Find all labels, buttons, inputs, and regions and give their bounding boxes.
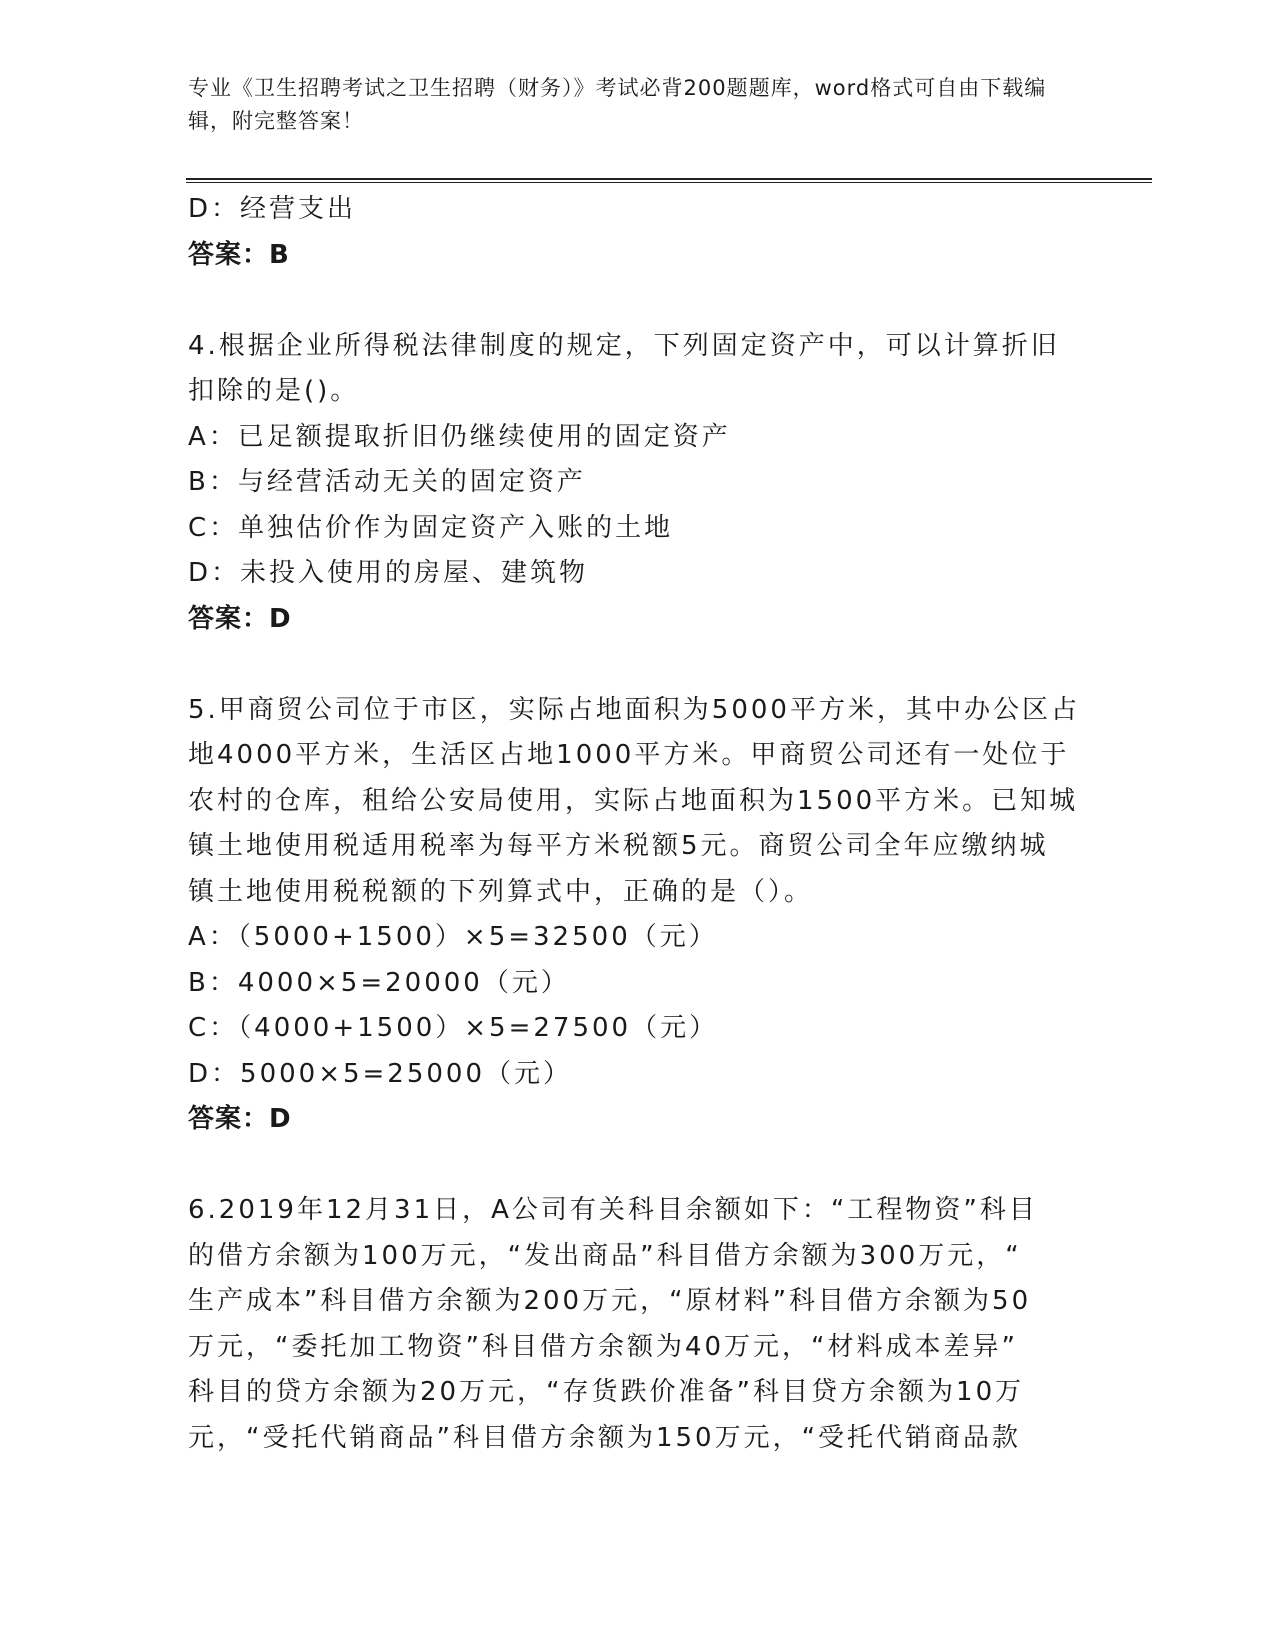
question-4-option-d: D：未投入使用的房屋、建筑物 xyxy=(188,558,589,588)
prev-question-answer: 答案：B xyxy=(188,239,290,270)
question-6-stem-line-5: 科目的贷方余额为20万元，“存货跌价准备”科目贷方余额为10万 xyxy=(188,1377,1025,1407)
question-5-option-d: D：5000×5=25000（元） xyxy=(188,1058,573,1089)
question-5-stem-line-1: 5.甲商贸公司位于市区，实际占地面积为5000平方米，其中办公区占 xyxy=(188,694,1080,725)
question-5 xyxy=(188,688,1078,1143)
question-5-stem-line-3: 农村的仓库，租给公安局使用，实际占地面积为1500平方米。已知城 xyxy=(188,785,1079,816)
header-divider-thick xyxy=(186,178,1152,180)
spacer xyxy=(188,642,1078,688)
question-5-option-c: C：（4000+1500）×5=27500（元） xyxy=(188,1013,719,1043)
question-4 xyxy=(188,324,1078,643)
prev-question-option-d: D：经营支出 xyxy=(188,194,357,224)
question-5-stem-line-2: 地4000平方米，生活区占地1000平方米。甲商贸公司还有一处位于 xyxy=(188,740,1070,770)
question-5-option-a: A：（5000+1500）×5=32500（元） xyxy=(188,922,718,952)
question-6-stem-line-2: 的借方余额为100万元，“发出商品”科目借方余额为300万元，“ xyxy=(188,1240,1022,1271)
spacer xyxy=(188,278,1078,324)
question-5-option-b: B：4000×5=20000（元） xyxy=(188,967,570,998)
question-4-option-b: B：与经营活动无关的固定资产 xyxy=(188,467,586,497)
question-4-option-a: A：已足额提取折旧仍继续使用的固定资产 xyxy=(188,421,731,452)
question-4-stem-line-2: 扣除的是()。 xyxy=(188,376,360,406)
question-5-answer: 答案：D xyxy=(188,1104,292,1134)
question-4-option-c: C：单独估价作为固定资产入账的土地 xyxy=(188,512,674,543)
question-5-stem-line-4: 镇土地使用税适用税率为每平方米税额5元。商贸公司全年应缴纳城 xyxy=(188,831,1049,861)
question-6-stem-line-6: 元，“受托代销商品”科目借方余额为150万元，“受托代销商品款 xyxy=(188,1422,1022,1453)
header-divider-thin xyxy=(186,182,1152,183)
question-4-answer: 答案：D xyxy=(188,603,292,634)
question-6-stem-line-1: 6.2019年12月31日，A公司有关科目余额如下：“工程物资”科目 xyxy=(188,1195,1038,1225)
question-4-stem-line-1: 4.根据企业所得税法律制度的规定，下列固定资产中，可以计算折旧 xyxy=(188,330,1060,361)
spacer xyxy=(188,1143,1078,1189)
page-header: 专业《卫生招聘考试之卫生招聘（财务）》考试必背200题题库，word格式可自由下载编辑，附完整答案！ xyxy=(188,76,1047,133)
document-body xyxy=(188,187,1078,1461)
question-6-stem-line-4: 万元，“委托加工物资”科目借方余额为40万元，“材料成本差异” xyxy=(188,1331,1018,1362)
question-6-stem-line-3: 生产成本”科目借方余额为200万元，“原材料”科目借方余额为50 xyxy=(188,1286,1032,1316)
question-5-stem-line-5: 镇土地使用税税额的下列算式中，正确的是（）。 xyxy=(188,876,814,907)
question-6 xyxy=(188,1188,1078,1461)
